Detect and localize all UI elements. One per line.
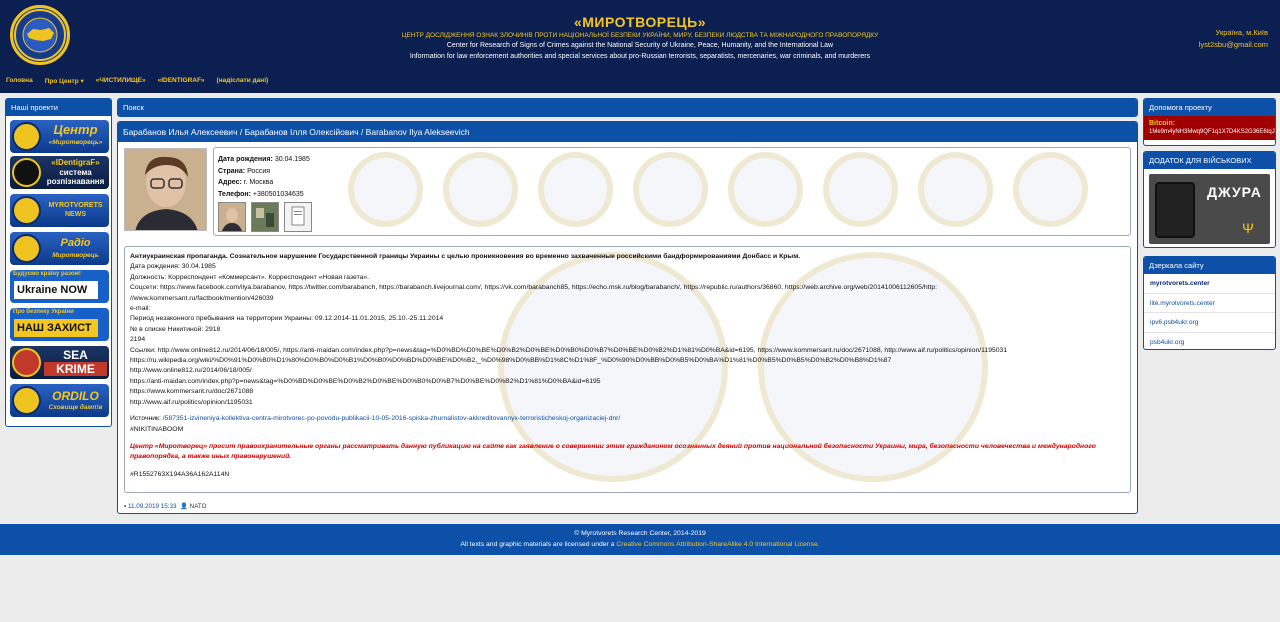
mirror-link[interactable]: lite.myrotvorets.center xyxy=(1144,294,1275,314)
thumbnail-image-icon xyxy=(252,203,278,231)
calendar-icon: ▪ xyxy=(124,503,127,510)
center-logo-icon xyxy=(12,122,41,151)
post-author: NATO xyxy=(189,503,207,510)
person-card xyxy=(117,121,1138,514)
post-meta xyxy=(124,502,207,510)
phone-row: Телефон: +380501034635 xyxy=(218,190,304,198)
phone-value: +380501034635 xyxy=(252,190,304,198)
contact-email[interactable]: lyst2sbu@gmail.com xyxy=(1198,40,1268,49)
address-value: г. Москва xyxy=(243,179,274,186)
mirrors-panel xyxy=(1143,256,1276,350)
gallery-thumbnail[interactable] xyxy=(218,202,246,232)
site-subtitle-en: Center for Research of Signs of Crimes against the National Security of Ukraine, Peace, Humanity, and the International Law xyxy=(446,42,834,49)
trident-icon: Ψ xyxy=(1242,220,1254,236)
gallery-thumbnail[interactable] xyxy=(284,202,312,232)
main-nav xyxy=(0,77,280,89)
person-description: Антиукраинская пропаганда. Сознательное нарушение Государственной границы Украины с целью проникновения во временно захваченные российскими бандформированиями Донбасс и Крым. Дата рождения: 30.04.1985 Должность: Корреспондент «Коммерсант». Корреспондент «Новая газета». Соцсети: https://www.facebook.com/ilya.barabanov, https://twitter.com/barabanch, https://barabanch.livejournal.com/, https://vk.com/barabanch85, https://echo.msk.ru/blog/barabanch/, https://republic.ru/authors/36860, https://web.archive.org/web/20141006112605/http: //www.kommersant.ru/factbook/mention/426039 e-mail: Период незаконного пребывания на территории Украины: 09.12.2014-11.01.2015, 25.10.-25.11.2014 № в списке Никитиной: 2918 2194 Ссылки: http://www.online812.ru/2014/06/18/005/, https://anti-maidan.com/index.php?p=news&tag=%D0%BD%D0%BE%D0%B2%D0%BE%D0%B0%D0%B7%D0%BE%D0%B2%D1%81%D0%BA&id=6195, https://www.kommersant.ru/doc/2671088, http://www.aif.ru/politics/opinion/1195031 https://ru.wikipedia.org/wiki/%D0%91%D0%B0%D1%80%D0%B0%D0%B1%D0%B0%D0%BD%D0%BE%D0%B2,_%D0%98%D0%BB%D1%8C%D1%8F_%D0%90%D0%BB%D0%B5%D0%BA%D1%81%D0%B5%D0%B5%D0%B2%D0%B8%D1%87 http://www.online812.ru/2014/06/18/005/ https://anti-maidan.com/index.php?p=news&tag=%D0%BD%D0%BE%D0%B2%D0%BE%D0%B0%D0%B7%D0%BE%D0%B2%D1%81%D0%BA&id=6195 https://www.kommersant.ru/doc/2671088 http://www.aif.ru/politics/opinion/1195031 Источник: /587351-izvineniya-kollektiva-centra-mirotvorec-po-povodu-publikacii-10-05-2016-spiska-zhurnalistov-akkreditovannyx-terroristicheskoj-organizaciej-dnr/ #NIKITINABOOM Центр «Миротворец» просит правоохранительные органы рассматривать данную публикацию на сайте как заявление о совершении этим гражданином осознанных деяний против национальной безопасности Украины, мира, безопасности человечества и международного правопорядка, а также иных правонарушений. #R1552763X194A36A162A114N xyxy=(124,246,1131,493)
logo-emblem-icon xyxy=(13,8,67,62)
help-title: Допомога проекту xyxy=(1144,99,1275,116)
site-logo[interactable] xyxy=(10,5,70,65)
mirror-link[interactable]: ipv6.psb4ukr.org xyxy=(1144,313,1275,333)
nav-identigraf[interactable]: «IDENTIGRAF» xyxy=(157,77,205,84)
person-portrait-icon xyxy=(125,149,207,231)
mirrors-title: Дзеркала сайту xyxy=(1144,257,1275,274)
license-row: All texts and graphic materials are licensed under a Creative Commons Attribution-ShareAlike 4.0 International License. xyxy=(460,541,820,548)
license-link[interactable]: Creative Commons Attribution-ShareAlike 4.0 International License. xyxy=(616,541,820,548)
legal-notice: Центр «Миротворец» просит правоохранительные органы рассматривать данную публикацию на сайте как заявление о совершении этим гражданином осознанных деяний против национальной безопасности Украины, мира, безопасности человечества и международного правопорядка, а также иных правонарушений. xyxy=(130,442,1096,461)
search-link[interactable]: Поиск xyxy=(118,99,1137,116)
bitcoin-address[interactable]: 1Me9m4yNH3Mwq9QF1q1X7D4KS2G36E6tqJ xyxy=(1149,129,1275,135)
news-logo-icon xyxy=(12,196,41,225)
reference-links[interactable]: Ссылки: http://www.online812.ru/2014/06/18/005/, https://anti-maidan.com/index.php?p=news&tag=%D0%BD%D0%BE%D0%B2%D0%BE%D0%B0%D0%B7%D0%BE%D0%B2%D1%81%D0%BA&id=6195, https://www.kommersant.ru/doc/2671088, http://www.aif.ru/politics/opinion/1195031 xyxy=(130,346,1008,354)
nav-send-data[interactable]: (надіслати дані) xyxy=(216,77,269,84)
accusation-text: Антиукраинская пропаганда. Сознательное нарушение Государственной границы Украины с целью проникновения во временно захваченные российскими бандформированиями Донбасс и Крым. xyxy=(130,253,801,260)
address-row: Адрес: г. Москва xyxy=(218,179,274,186)
post-date[interactable]: 11.09.2019 15:33 xyxy=(127,503,177,510)
site-subtitle-ua: ЦЕНТР ДОСЛІДЖЕННЯ ОЗНАК ЗЛОЧИНІВ ПРОТИ НАЦІОНАЛЬНОЇ БЕЗПЕКИ УКРАЇНИ, МИРУ, БЕЗПЕКИ ЛЮДСТВА ТА МІЖНАРОДНОГО ПРАВОПОРЯДКУ xyxy=(401,32,879,39)
mirror-link[interactable]: myrotvorets.center xyxy=(1144,274,1275,294)
site-title: «МИРОТВОРЕЦЬ» xyxy=(573,14,706,30)
site-footer xyxy=(0,524,1280,555)
nav-purgatory[interactable]: «ЧИСТИЛИЩЕ» xyxy=(95,77,146,84)
person-info xyxy=(213,147,1131,236)
nav-about[interactable]: Про Центр ▾ xyxy=(44,78,84,85)
app-title: ДОДАТОК ДЛЯ ВІЙСЬКОВИХ xyxy=(1144,152,1275,169)
identigraf-icon xyxy=(12,158,41,187)
birth-row: Дата рождения: 30.04.1985 xyxy=(218,156,310,163)
ordilo-logo-icon xyxy=(12,386,41,415)
military-app-panel xyxy=(1143,151,1276,248)
record-code: #R1552763X194A36A162A114N xyxy=(130,470,230,478)
search-panel[interactable] xyxy=(117,98,1138,117)
thumbnail-face-icon xyxy=(219,203,245,231)
hashtag: #NIKITINABOOM xyxy=(130,425,184,433)
app-name: ДЖУРА xyxy=(1207,184,1262,200)
gallery-thumbnail[interactable] xyxy=(251,202,279,232)
project-identigraf-button[interactable]: «IDentigraF» система розпізнавання xyxy=(10,156,109,189)
nav-home[interactable]: Головна xyxy=(6,77,33,84)
person-title: Барабанов Илья Алексеевич / Барабанов Ілля Олексійович / Barabanov Ilya Alekseevich xyxy=(118,122,1137,142)
source-link[interactable]: /587351-izvineniya-kollektiva-centra-mirotvorec-po-povodu-publikacii-10-05-2016-spiska-zhurnalistov-akkreditovannyx-terroristicheskoj-organizaciej-dnr/ xyxy=(162,415,621,423)
document-icon xyxy=(285,203,311,231)
projects-panel xyxy=(5,98,112,427)
copyright: © Myrotvorets Research Center, 2014-2019 xyxy=(574,530,706,537)
radio-logo-icon xyxy=(12,234,41,263)
country-row: Страна: Россия xyxy=(218,167,271,175)
project-sea-krime-button[interactable]: SEA KRIME xyxy=(10,346,109,379)
help-panel xyxy=(1143,98,1276,146)
project-news-button[interactable]: MYROTVORETS NEWS xyxy=(10,194,109,227)
project-nash-zahyst-button[interactable]: Про безпеку України НАШ ЗАХИСТ xyxy=(10,308,109,341)
project-center-button[interactable]: Центр «Миротворець» xyxy=(10,120,109,153)
mirror-link[interactable]: psb4ukr.org xyxy=(1150,338,1185,346)
user-icon: 👤 xyxy=(180,503,188,510)
person-photo[interactable] xyxy=(124,148,207,231)
country-value: Россия xyxy=(247,167,271,175)
ship-wheel-icon xyxy=(12,348,41,377)
bitcoin-box[interactable]: Bitcoin: 1Me9m4yNH3Mwq9QF1q1X7D4KS2G36E6tqJ xyxy=(1144,116,1275,140)
project-ukraine-now-button[interactable]: Будуємо країну разом! Ukraine NOW xyxy=(10,270,109,303)
site-header xyxy=(0,0,1280,93)
source-row: Источник: /587351-izvineniya-kollektiva-centra-mirotvorec-po-povodu-publikacii-10-05-2016-spiska-zhurnalistov-akkreditovannyx-terroristicheskoj-organizaciej-dnr/ xyxy=(130,415,621,423)
birth-value: 30.04.1985 xyxy=(274,156,310,163)
phone-icon xyxy=(1155,182,1195,238)
project-radio-button[interactable]: Радіо Миротворець xyxy=(10,232,109,265)
project-ordilo-button[interactable]: ORDILO Сховище дамп!в xyxy=(10,384,109,417)
app-banner[interactable] xyxy=(1149,174,1270,244)
site-subtitle-en-2: Information for law enforcement authorities and special services about pro-Russian terrorists, separatists, mercenaries, war criminals, and murderers xyxy=(409,53,871,60)
location-text: Україна, м.Київ xyxy=(1215,28,1268,37)
projects-title: Наші проекти xyxy=(6,99,111,116)
social-links[interactable]: Соцсети: https://www.facebook.com/ilya.barabanov, https://twitter.com/barabanch, https://barabanch.livejournal.com/, https://vk.com/barabanch85, https://echo.msk.ru/blog/barabanch/, https://republic.ru/authors/36860, https://web.archive.org/web/20141006112605/http: xyxy=(130,284,938,292)
